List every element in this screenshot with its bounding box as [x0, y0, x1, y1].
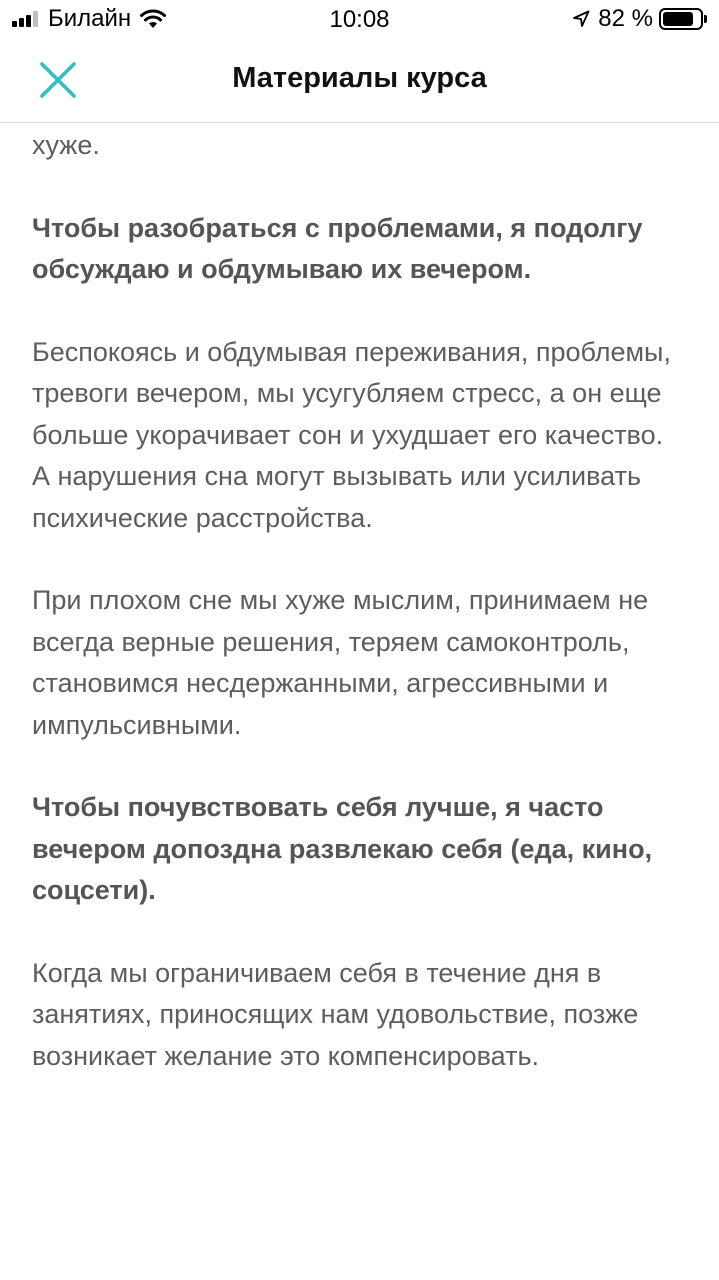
paragraph: При плохом сне мы хуже мыслим, принимаем не всегда верные решения, теряем самоконтроль, становимся несдержанными, агрессивными и импульсивными. [32, 585, 649, 740]
nav-bar [0, 40, 719, 123]
paragraph-heading: Чтобы разобраться с проблемами, я подолгу обсуждаю и обдумываю их вечером. [32, 212, 643, 284]
status-right [572, 6, 707, 32]
course-material-content[interactable] [32, 123, 682, 1280]
carrier-name: Билайн [48, 5, 132, 32]
battery-icon [659, 8, 703, 30]
battery-cap [704, 15, 707, 23]
status-time: 10:08 [329, 6, 390, 33]
status-bar [0, 0, 719, 40]
battery-fill [663, 12, 693, 26]
page-title: Материалы курса [232, 62, 487, 94]
battery-percent: 82 % [598, 5, 653, 32]
location-arrow-icon [572, 10, 590, 28]
paragraph: Когда мы ограничиваем себя в течение дня в занятиях, приносящих нам удовольствие, позже возникает желание это компенсировать. [32, 957, 639, 1071]
paragraph-heading: Чтобы почувствовать себя лучше, я часто вечером допоздна развлекаю себя (еда, кино, соцсети). [32, 792, 653, 905]
paragraph: Беспокоясь и обдумывая переживания, проблемы, тревоги вечером, мы усугубляем стресс, а он еще больше укорачивает сон и ухудшает его качество. А нарушения сна могут вызывать или усиливать психические расстройства. [32, 336, 671, 533]
paragraph: хуже. [32, 130, 100, 160]
